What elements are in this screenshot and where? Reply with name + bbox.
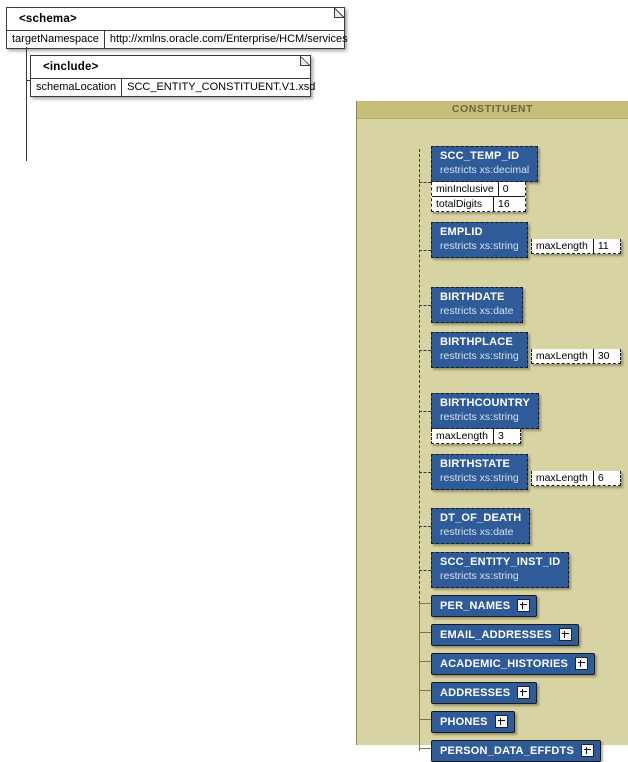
connector-rail-solid: [419, 603, 420, 751]
element-facets: [531, 349, 621, 364]
facet-row: [432, 429, 520, 443]
include-attribute-row: [31, 79, 316, 96]
element-name: DT_OF_DEATH: [440, 512, 522, 524]
connector-stub: [419, 526, 431, 527]
element-facets: [531, 239, 621, 254]
element-name: BIRTHPLACE: [440, 336, 513, 348]
element-type: restricts xs:date: [440, 305, 514, 317]
element-facets: [431, 429, 521, 444]
connector-stub: [419, 182, 431, 183]
connector-stub: [419, 690, 431, 691]
group-node-addresses[interactable]: [431, 682, 537, 704]
include-attribute-value: SCC_ENTITY_CONSTITUENT.V1.xsd: [127, 81, 316, 93]
group-name: PER_NAMES: [440, 599, 511, 612]
facet-row: [532, 471, 620, 485]
plus-icon[interactable]: [495, 715, 508, 728]
schema-node-title: <schema>: [7, 8, 344, 31]
include-node[interactable]: [30, 55, 316, 97]
schema-node[interactable]: [6, 7, 348, 49]
tree-connector-vertical: [26, 47, 27, 161]
facet-key: maxLength: [532, 239, 594, 253]
facet-row: [432, 182, 525, 196]
group-name: PERSON_DATA_EFFDTS: [440, 744, 574, 757]
element-type: restricts xs:string: [440, 350, 519, 362]
connector-stub: [419, 350, 431, 351]
group-name: EMAIL_ADDRESSES: [440, 628, 552, 641]
element-type: restricts xs:string: [440, 411, 519, 423]
facet-row: [532, 239, 620, 253]
connector-stub: [419, 661, 431, 662]
facet-key: maxLength: [532, 349, 594, 363]
group-node-academic-histories[interactable]: [431, 653, 595, 675]
element-header[interactable]: [431, 332, 528, 368]
group-name: PHONES: [440, 715, 488, 728]
element-header[interactable]: [431, 222, 528, 258]
facet-row: [432, 196, 525, 211]
schema-attribute-value: http://xmlns.oracle.com/Enterprise/HCM/services: [109, 33, 348, 45]
constituent-panel: [356, 101, 628, 757]
element-name: EMPLID: [440, 226, 483, 238]
element-header[interactable]: [431, 146, 538, 182]
element-type: restricts xs:decimal: [440, 164, 530, 176]
facet-value: 11: [597, 240, 609, 252]
element-type: restricts xs:date: [440, 526, 514, 538]
element-name: BIRTHSTATE: [440, 458, 511, 470]
facet-key: totalDigits: [432, 197, 494, 211]
facet-value: 6: [597, 472, 604, 484]
connector-stub: [419, 603, 431, 604]
plus-icon[interactable]: [575, 657, 588, 670]
element-header[interactable]: [431, 393, 539, 429]
group-node-per-names[interactable]: [431, 595, 537, 617]
element-header[interactable]: [431, 508, 530, 544]
element-facets: [431, 182, 526, 212]
include-node-title: <include>: [31, 56, 310, 79]
element-header[interactable]: [431, 552, 569, 588]
element-name: BIRTHDATE: [440, 291, 505, 303]
facet-value: 0: [502, 183, 509, 195]
facet-value: 3: [498, 430, 504, 442]
element-node[interactable]: [431, 454, 621, 490]
element-header[interactable]: [431, 287, 523, 323]
element-name: SCC_ENTITY_INST_ID: [440, 556, 561, 568]
constituent-panel-body: [357, 119, 628, 757]
connector-stub: [419, 748, 431, 749]
schema-attribute-key: targetNamespace: [7, 31, 105, 48]
element-node[interactable]: [431, 552, 569, 588]
facet-row: [532, 349, 620, 363]
element-node[interactable]: [431, 508, 530, 544]
connector-stub: [419, 632, 431, 633]
element-node[interactable]: [431, 393, 628, 444]
include-attribute-key: schemaLocation: [31, 79, 122, 96]
group-node-person-data-effdts[interactable]: [431, 740, 601, 762]
note-fold-corner: [300, 56, 310, 66]
constituent-panel-title: CONSTITUENT: [357, 101, 628, 119]
group-node-email-addresses[interactable]: [431, 624, 579, 646]
element-type: restricts xs:string: [440, 570, 519, 582]
element-facets: [531, 471, 621, 486]
element-node[interactable]: [431, 146, 628, 212]
element-node[interactable]: [431, 332, 621, 368]
plus-icon[interactable]: [559, 628, 572, 641]
element-header[interactable]: [431, 454, 528, 490]
element-type: restricts xs:string: [440, 240, 519, 252]
plus-icon[interactable]: [517, 686, 530, 699]
element-node[interactable]: [431, 222, 621, 258]
schema-attribute-row: [7, 31, 348, 48]
group-node-phones[interactable]: [431, 711, 515, 733]
facet-value: 30: [597, 350, 610, 362]
facet-key: maxLength: [432, 429, 494, 443]
plus-icon[interactable]: [581, 744, 594, 757]
connector-stub: [419, 411, 431, 412]
element-name: BIRTHCOUNTRY: [440, 397, 530, 409]
connector-stub: [419, 472, 431, 473]
note-fold-corner: [334, 8, 344, 18]
facet-key: minInclusive: [432, 182, 499, 196]
connector-rail-dashed: [419, 149, 420, 604]
group-name: ADDRESSES: [440, 686, 511, 699]
connector-stub: [419, 719, 431, 720]
facet-value: 16: [498, 198, 510, 210]
element-name: SCC_TEMP_ID: [440, 150, 520, 162]
facet-key: maxLength: [532, 471, 594, 485]
connector-stub: [419, 250, 431, 251]
group-name: ACADEMIC_HISTORIES: [440, 657, 569, 670]
plus-icon[interactable]: [517, 599, 530, 612]
element-node[interactable]: [431, 287, 523, 323]
connector-stub: [419, 570, 431, 571]
connector-stub: [419, 305, 431, 306]
element-type: restricts xs:string: [440, 472, 519, 484]
